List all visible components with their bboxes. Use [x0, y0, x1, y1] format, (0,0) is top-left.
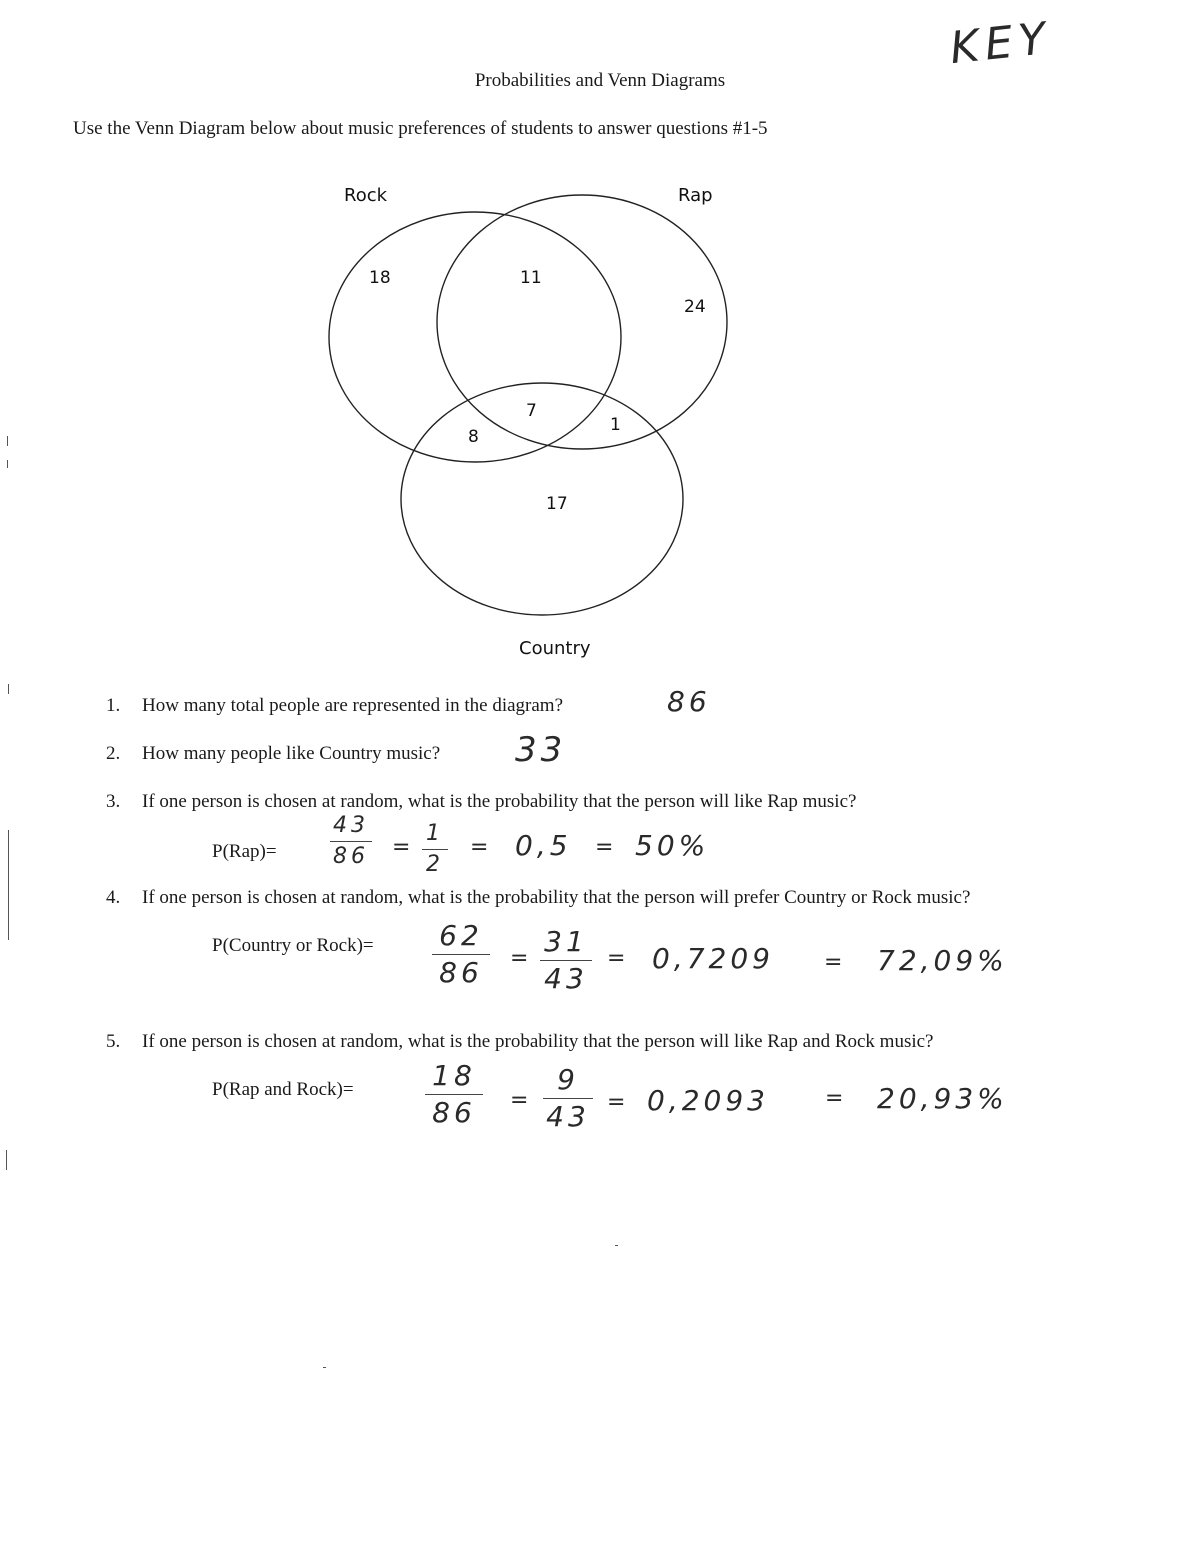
q3-num-2: 1 [426, 821, 444, 846]
rap-circle [437, 195, 727, 449]
q5-equals-2: = [607, 1090, 630, 1115]
q5-num-2: 9 [557, 1063, 579, 1096]
question-5-work [425, 1059, 1045, 1147]
q5-num-1: 18 [432, 1059, 476, 1092]
q4-num-1: 62 [439, 919, 483, 952]
rock-circle [329, 212, 621, 462]
q4-equals-1: = [510, 946, 533, 971]
question-4-work [432, 919, 1052, 1002]
question-1-number: 1. [106, 695, 121, 716]
question-3-text: If one person is chosen at random, what is the probability that the person will like Rap music? [142, 791, 857, 812]
q4-equals-3: = [824, 950, 847, 975]
question-2-answer: 33 [515, 730, 567, 770]
scan-mark [8, 684, 9, 694]
page-title: Probabilities and Venn Diagrams [474, 70, 726, 91]
scan-mark [323, 1367, 326, 1368]
q4-bar-1 [432, 954, 490, 955]
q5-percent: 20,93% [877, 1082, 1008, 1115]
q4-percent: 72,09% [877, 944, 1008, 977]
q4-decimal: 0,7209 [652, 942, 774, 975]
q4-fraction-2 [540, 925, 592, 995]
q5-fraction-2 [543, 1063, 593, 1133]
q3-num-1: 43 [333, 813, 369, 838]
q4-den-1: 86 [439, 956, 483, 989]
question-3-work [330, 815, 770, 885]
scan-mark [7, 436, 8, 446]
region-rock-rap: 11 [520, 268, 542, 288]
question-1-answer: 86 [667, 685, 711, 718]
q3-bar-1 [330, 841, 372, 842]
scan-mark [8, 830, 9, 940]
q3-bar-2 [422, 849, 448, 850]
q5-decimal: 0,2093 [647, 1084, 769, 1117]
region-all-three: 7 [526, 401, 537, 421]
question-5-prob-label: P(Rap and Rock)= [212, 1079, 354, 1100]
q3-equals-3: = [595, 835, 618, 860]
q4-equals-2: = [607, 946, 630, 971]
q3-den-1: 86 [333, 844, 369, 869]
answer-key-mark: KEY [947, 12, 1054, 75]
scan-mark [615, 1245, 618, 1246]
question-4-prob-label: P(Country or Rock)= [212, 935, 374, 956]
question-3-prob-label: P(Rap)= [212, 841, 277, 862]
q3-fraction-1 [330, 815, 372, 868]
question-5-number: 5. [106, 1031, 121, 1052]
q4-num-2: 31 [544, 925, 588, 958]
q3-den-2: 2 [426, 852, 444, 877]
q3-percent: 50% [635, 829, 710, 862]
region-country-only: 17 [546, 494, 568, 514]
q3-equals-2: = [470, 835, 493, 860]
q3-decimal: 0,5 [515, 829, 572, 862]
venn-diagram [0, 0, 1200, 700]
q5-equals-1: = [510, 1088, 533, 1113]
scan-mark [7, 460, 8, 468]
q5-den-1: 86 [432, 1096, 476, 1129]
question-4-number: 4. [106, 887, 121, 908]
region-rock-country: 8 [468, 427, 479, 447]
region-rock-only: 18 [369, 268, 391, 288]
venn-circles [0, 0, 1200, 700]
q5-bar-1 [425, 1094, 483, 1095]
region-rap-country: 1 [610, 415, 621, 435]
instructions: Use the Venn Diagram below about music preferences of students to answer questions #1-5 [73, 118, 768, 139]
rap-label: Rap [678, 185, 713, 206]
question-4-text: If one person is chosen at random, what is the probability that the person will prefer Country or Rock music? [142, 887, 971, 908]
question-1-text: How many total people are represented in the diagram? [142, 695, 563, 716]
q3-fraction-2 [422, 823, 448, 876]
region-rap-only: 24 [684, 297, 706, 317]
q4-fraction-1 [432, 919, 490, 989]
country-circle [401, 383, 683, 615]
q3-equals-1: = [392, 835, 415, 860]
question-2-number: 2. [106, 743, 121, 764]
q4-den-2: 43 [544, 962, 588, 995]
scan-mark [6, 1150, 7, 1170]
country-label: Country [519, 638, 591, 659]
question-5-text: If one person is chosen at random, what is the probability that the person will like Rap and Rock music? [142, 1031, 934, 1052]
q5-bar-2 [543, 1098, 593, 1099]
q5-equals-3: = [825, 1086, 848, 1111]
rock-label: Rock [344, 185, 388, 206]
q4-bar-2 [540, 960, 592, 961]
question-2-text: How many people like Country music? [142, 743, 441, 764]
q5-den-2: 43 [546, 1100, 590, 1133]
question-3-number: 3. [106, 791, 121, 812]
q5-fraction-1 [425, 1059, 483, 1129]
